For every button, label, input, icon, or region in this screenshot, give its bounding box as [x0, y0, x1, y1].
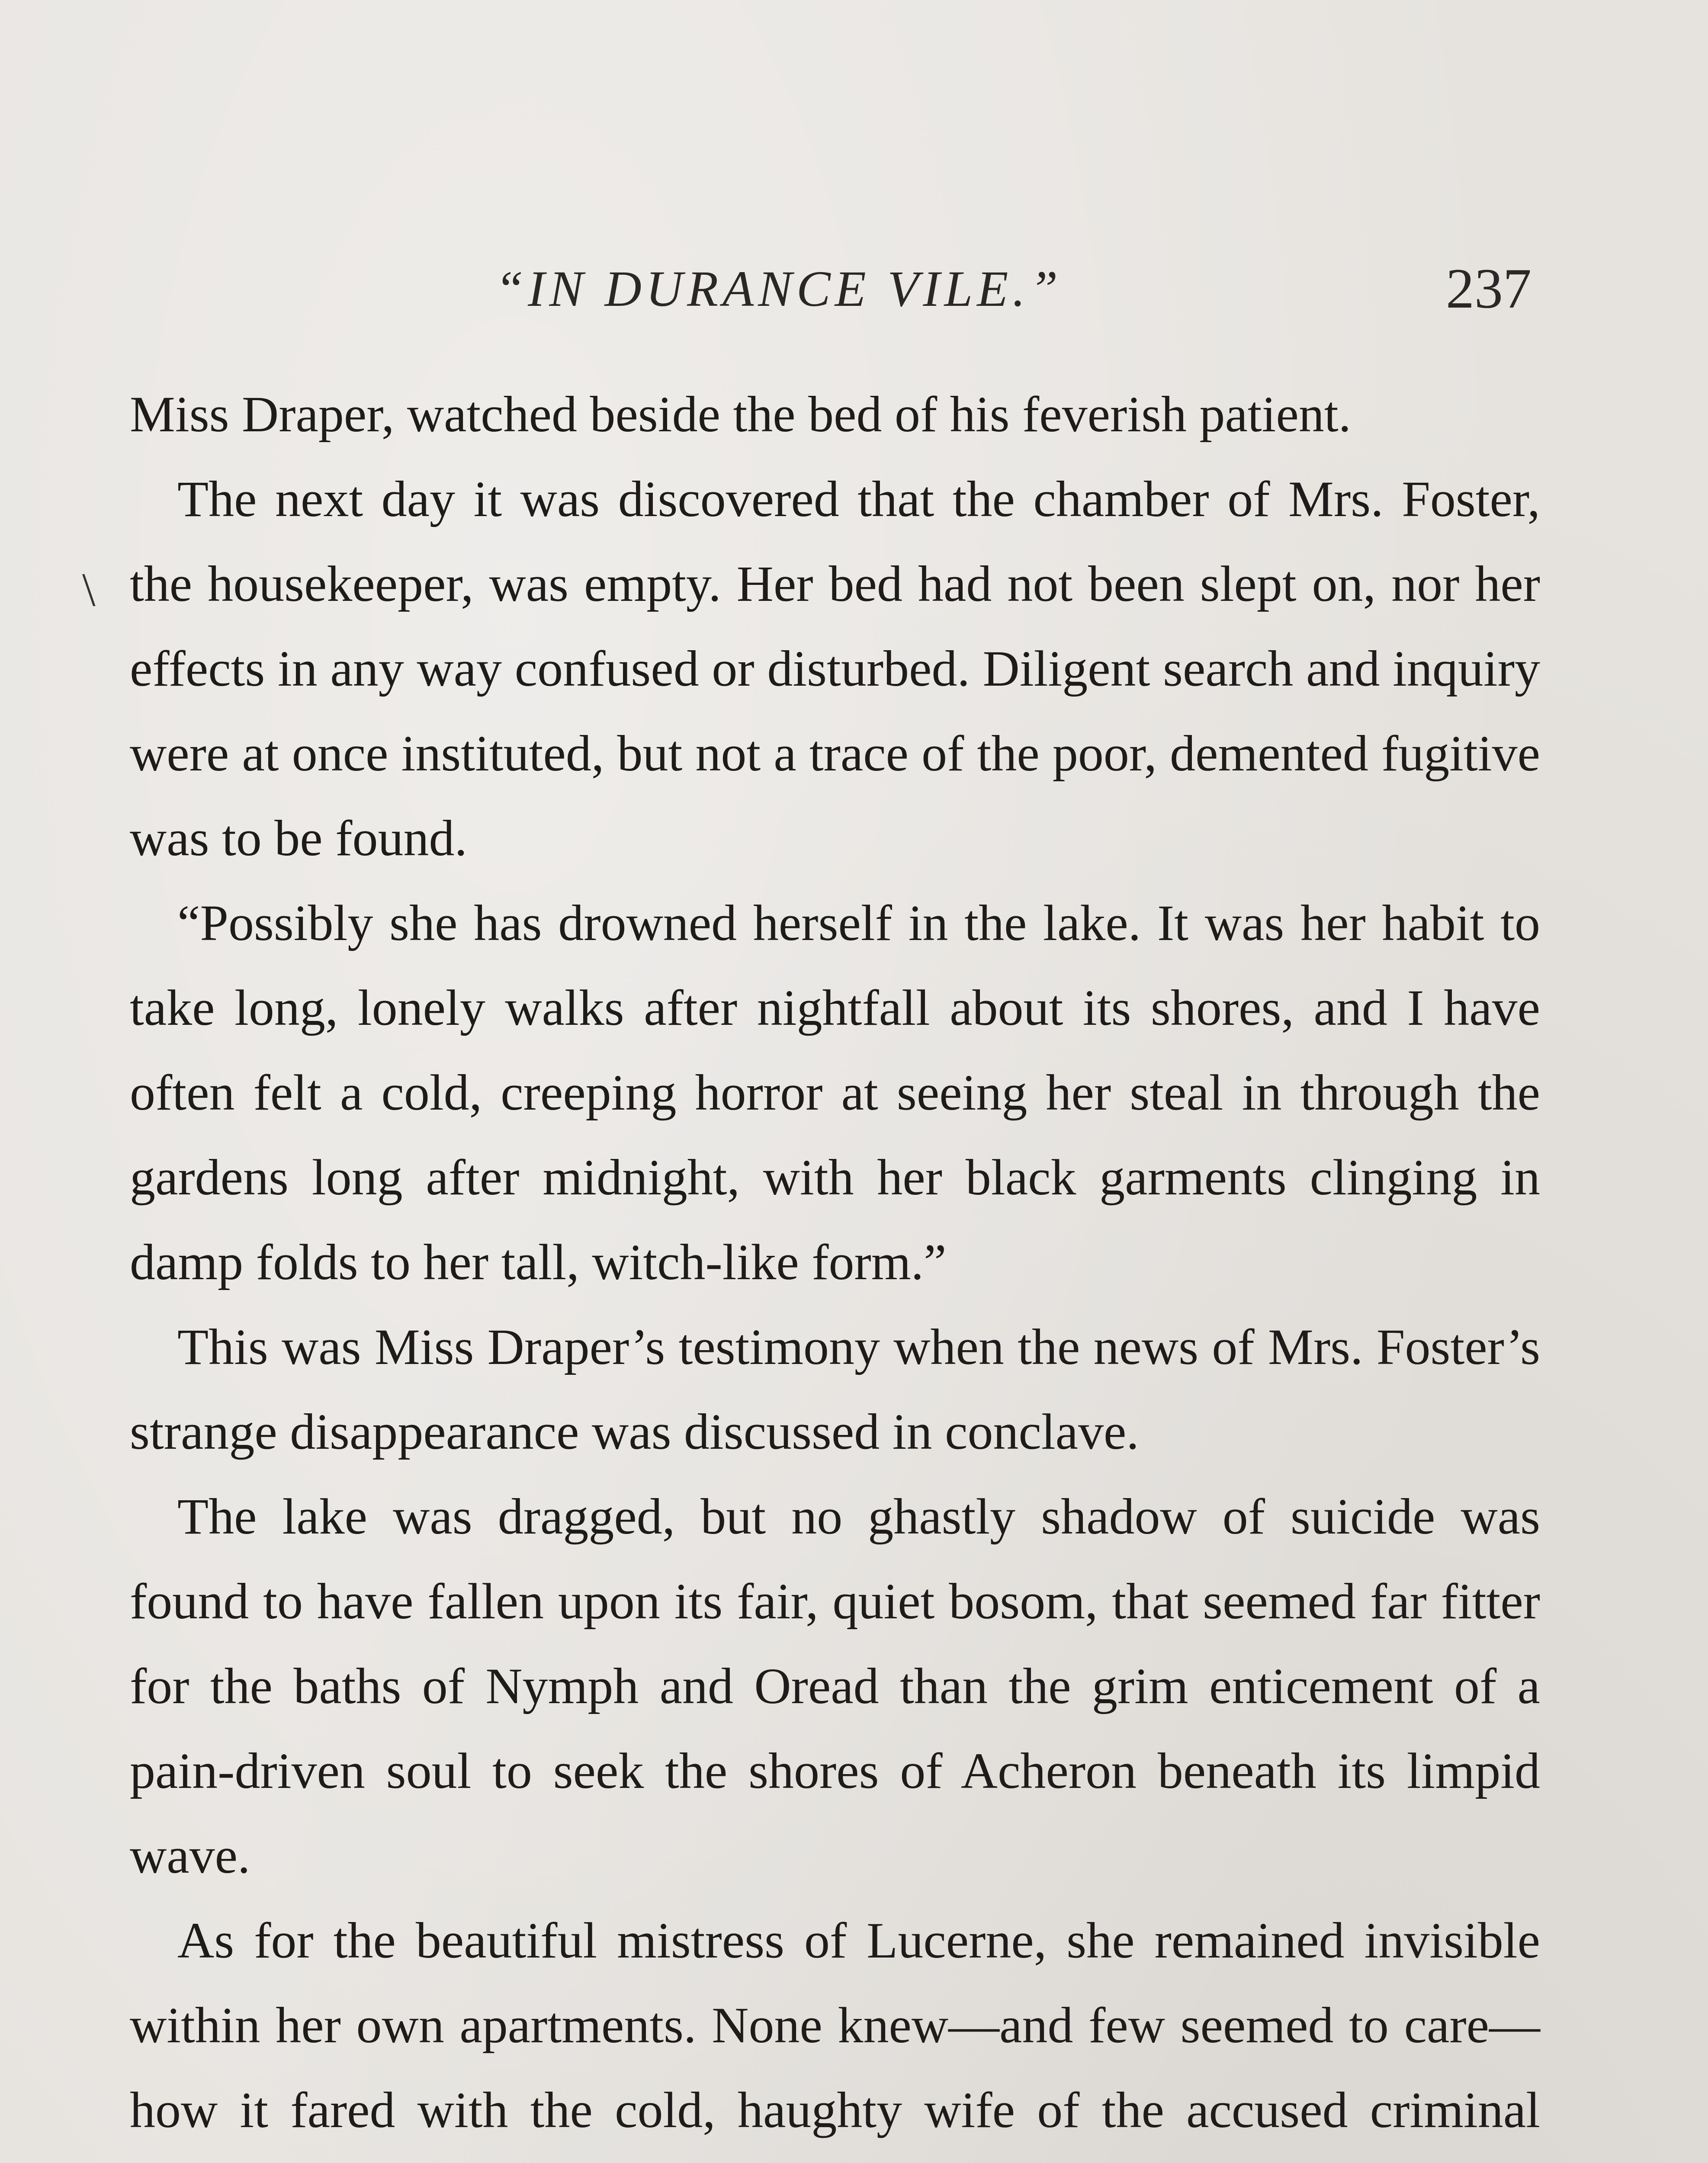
- body-text: [130, 372, 1540, 2163]
- paragraph: “Possibly she has drowned herself in the lake. It was her habit to take long, lonely walks after nightfall about its shores, and I have often felt a cold, creeping horror at seeing her steal in through the gardens long after midnight, with her black garments clinging in damp folds to her tall, witch-like form.”: [130, 895, 1540, 1290]
- paragraph: As for the beautiful mistress of Lucerne, she remained invisible within her own apartments. None knew—and few seemed to care—how it fared with the cold, haughty wife of the accused criminal: [130, 1912, 1540, 2138]
- page-number: 237: [1446, 257, 1531, 320]
- paragraph: The lake was dragged, but no ghastly shadow of suicide was found to have fallen upon its fair, quiet bosom, that seemed far fitter for the baths of Nymph and Oread than the grim enticement of a pain-driven soul to seek the shores of Acheron beneath its limpid wave.: [130, 1488, 1540, 1884]
- running-title: “IN DURANCE VILE.”: [495, 260, 1063, 317]
- paragraph: Miss Draper, watched beside the bed of his feverish patient.: [130, 386, 1352, 443]
- paragraph: The next day it was discovered that the chamber of Mrs. Foster, the housekeeper, was empty. Her bed had not been slept on, nor her effects in any way confused or disturbed. Diligent search and inquiry were at once instituted, but not a trace of the poor, demented fugitive was to be found.: [130, 471, 1540, 866]
- running-head: [130, 242, 1540, 329]
- margin-pencil-mark: \: [82, 563, 96, 616]
- paragraph: This was Miss Draper’s testimony when the news of Mrs. Foster’s strange disappearance was discussed in conclave.: [130, 1319, 1540, 1460]
